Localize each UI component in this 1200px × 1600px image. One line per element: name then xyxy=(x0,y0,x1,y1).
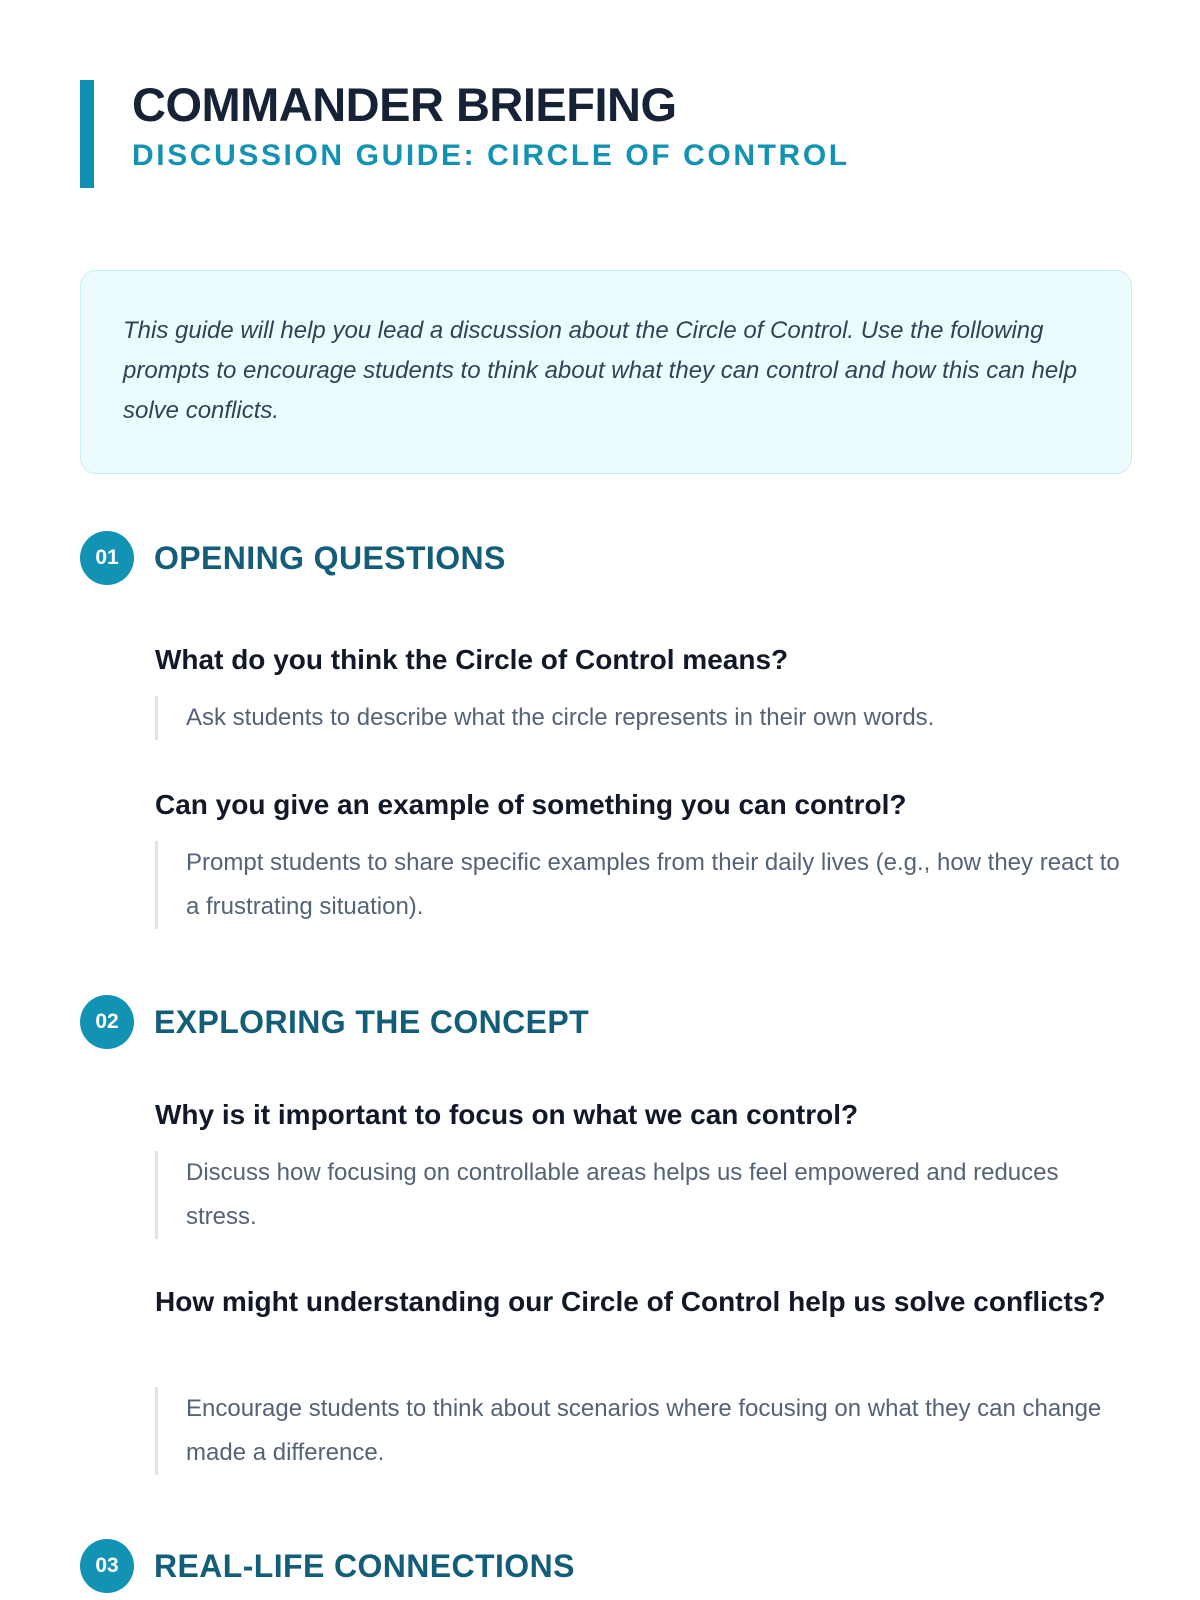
intro-text: This guide will help you lead a discussion about the Circle of Control. Use the following prompts to encourage students to think about what they can control and how this can help solve conflicts. xyxy=(123,317,1077,424)
question-prompt: Ask students to describe what the circle represents in their own words. xyxy=(155,696,1130,740)
page-header xyxy=(80,80,850,188)
page-title: COMMANDER BRIEFING xyxy=(132,78,677,131)
question-heading: Why is it important to focus on what we can control? xyxy=(155,1099,859,1130)
accent-bar xyxy=(80,80,94,188)
section-title: OPENING QUESTIONS xyxy=(154,539,506,576)
page-subtitle: DISCUSSION GUIDE: CIRCLE OF CONTROL xyxy=(132,139,850,173)
section-header-opening-questions xyxy=(80,531,506,585)
question-heading: What do you think the Circle of Control means? xyxy=(155,644,789,675)
question-prompt: Prompt students to share specific examples from their daily lives (e.g., how they react to a frustrating situation). xyxy=(155,841,1130,929)
question-prompt: Discuss how focusing on controllable areas helps us feel empowered and reduces stress. xyxy=(155,1151,1130,1239)
question-heading: How might understanding our Circle of Control help us solve conflicts? xyxy=(155,1286,1106,1317)
section-number-badge: 02 xyxy=(80,995,134,1049)
section-number-badge: 03 xyxy=(80,1539,134,1593)
section-number-badge: 01 xyxy=(80,531,134,585)
section-header-real-life-connections xyxy=(80,1539,575,1593)
question-prompt: Encourage students to think about scenarios where focusing on what they can change made a difference. xyxy=(155,1387,1130,1475)
question-heading: Can you give an example of something you can control? xyxy=(155,789,907,820)
section-title: EXPLORING THE CONCEPT xyxy=(154,1003,590,1040)
section-header-exploring-the-concept xyxy=(80,995,589,1049)
intro-box xyxy=(80,270,1132,474)
section-title: REAL-LIFE CONNECTIONS xyxy=(154,1547,575,1584)
